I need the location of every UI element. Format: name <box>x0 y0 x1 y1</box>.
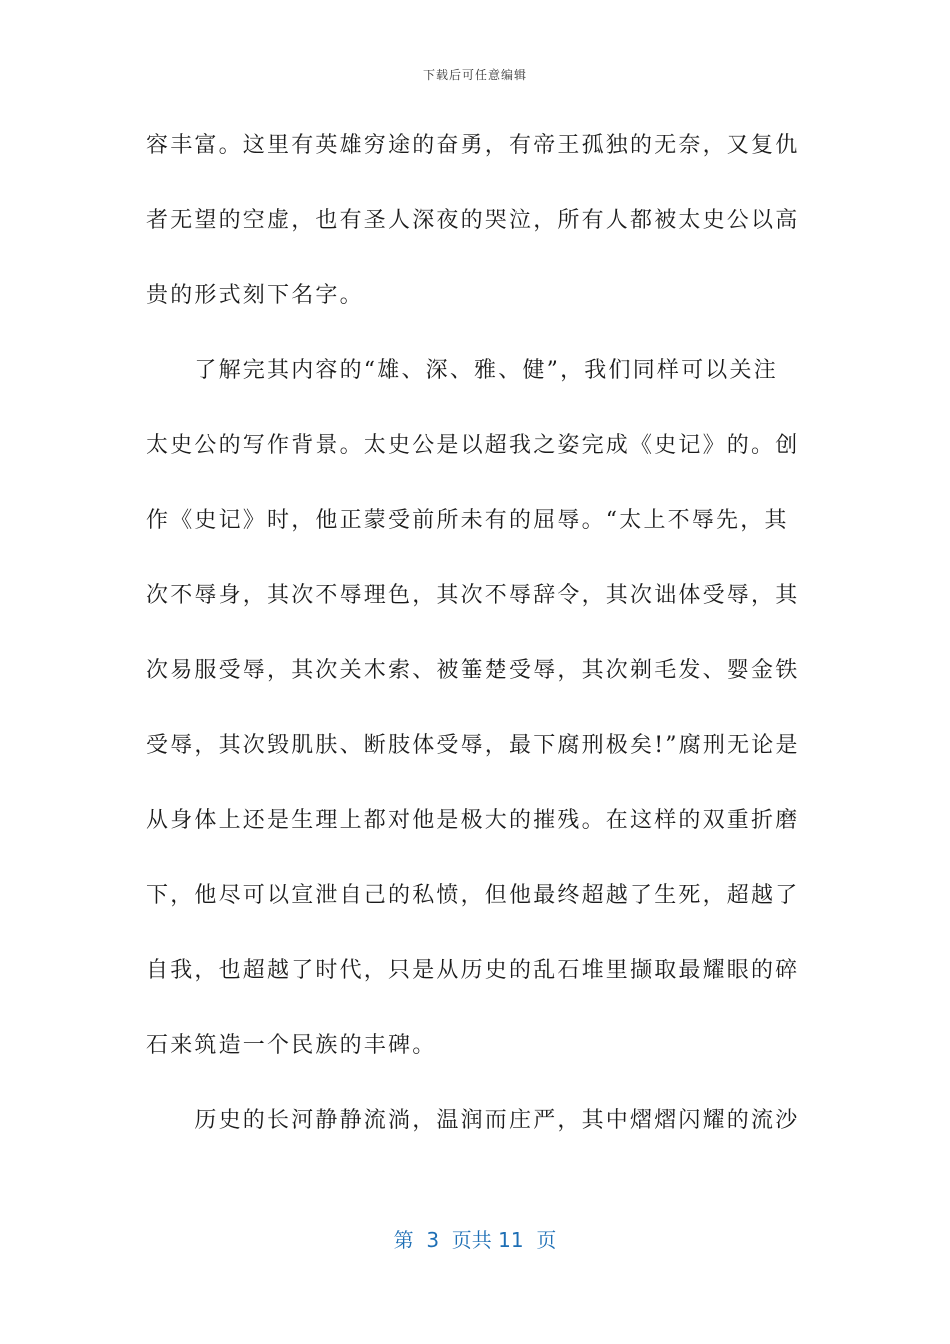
text-line: 自我，也超越了时代，只是从历史的乱石堆里撷取最耀眼的碎 <box>146 958 800 983</box>
page-number-footer: 第 3 页共 11 页 <box>393 1228 557 1252</box>
text-line: 太史公的写作背景。太史公是以超我之姿完成《史记》的。创 <box>146 433 800 458</box>
text-line: 次易服受辱，其次关木索、被箠楚受辱，其次剃毛发、婴金铁 <box>146 658 800 683</box>
text-line: 贵的形式刻下名字。 <box>146 283 364 308</box>
document-body <box>146 118 806 1168</box>
text-line: 从身体上还是生理上都对他是极大的摧残。在这样的双重折磨 <box>146 808 800 833</box>
text-line: 受辱，其次毁肌肤、断肢体受辱，最下腐刑极矣!”腐刑无论是 <box>146 733 800 758</box>
text-line: 了解完其内容的“雄、深、雅、健”，我们同样可以关注 <box>146 358 778 383</box>
text-line: 次不辱身，其次不辱理色，其次不辱辞令，其次诎体受辱，其 <box>146 583 800 608</box>
text-line: 作《史记》时，他正蒙受前所未有的屈辱。“太上不辱先，其 <box>146 508 789 533</box>
text-line: 者无望的空虚，也有圣人深夜的哭泣，所有人都被太史公以高 <box>146 208 800 233</box>
text-line: 石来筑造一个民族的丰碑。 <box>146 1033 437 1058</box>
page-header-note: 下载后可任意编辑 <box>422 68 527 82</box>
text-line: 下，他尽可以宣泄自己的私愤，但他最终超越了生死，超越了 <box>146 883 800 908</box>
text-line: 容丰富。这里有英雄穷途的奋勇，有帝王孤独的无奈，又复仇 <box>146 133 800 158</box>
text-line: 历史的长河静静流淌，温润而庄严，其中熠熠闪耀的流沙 <box>146 1108 800 1133</box>
